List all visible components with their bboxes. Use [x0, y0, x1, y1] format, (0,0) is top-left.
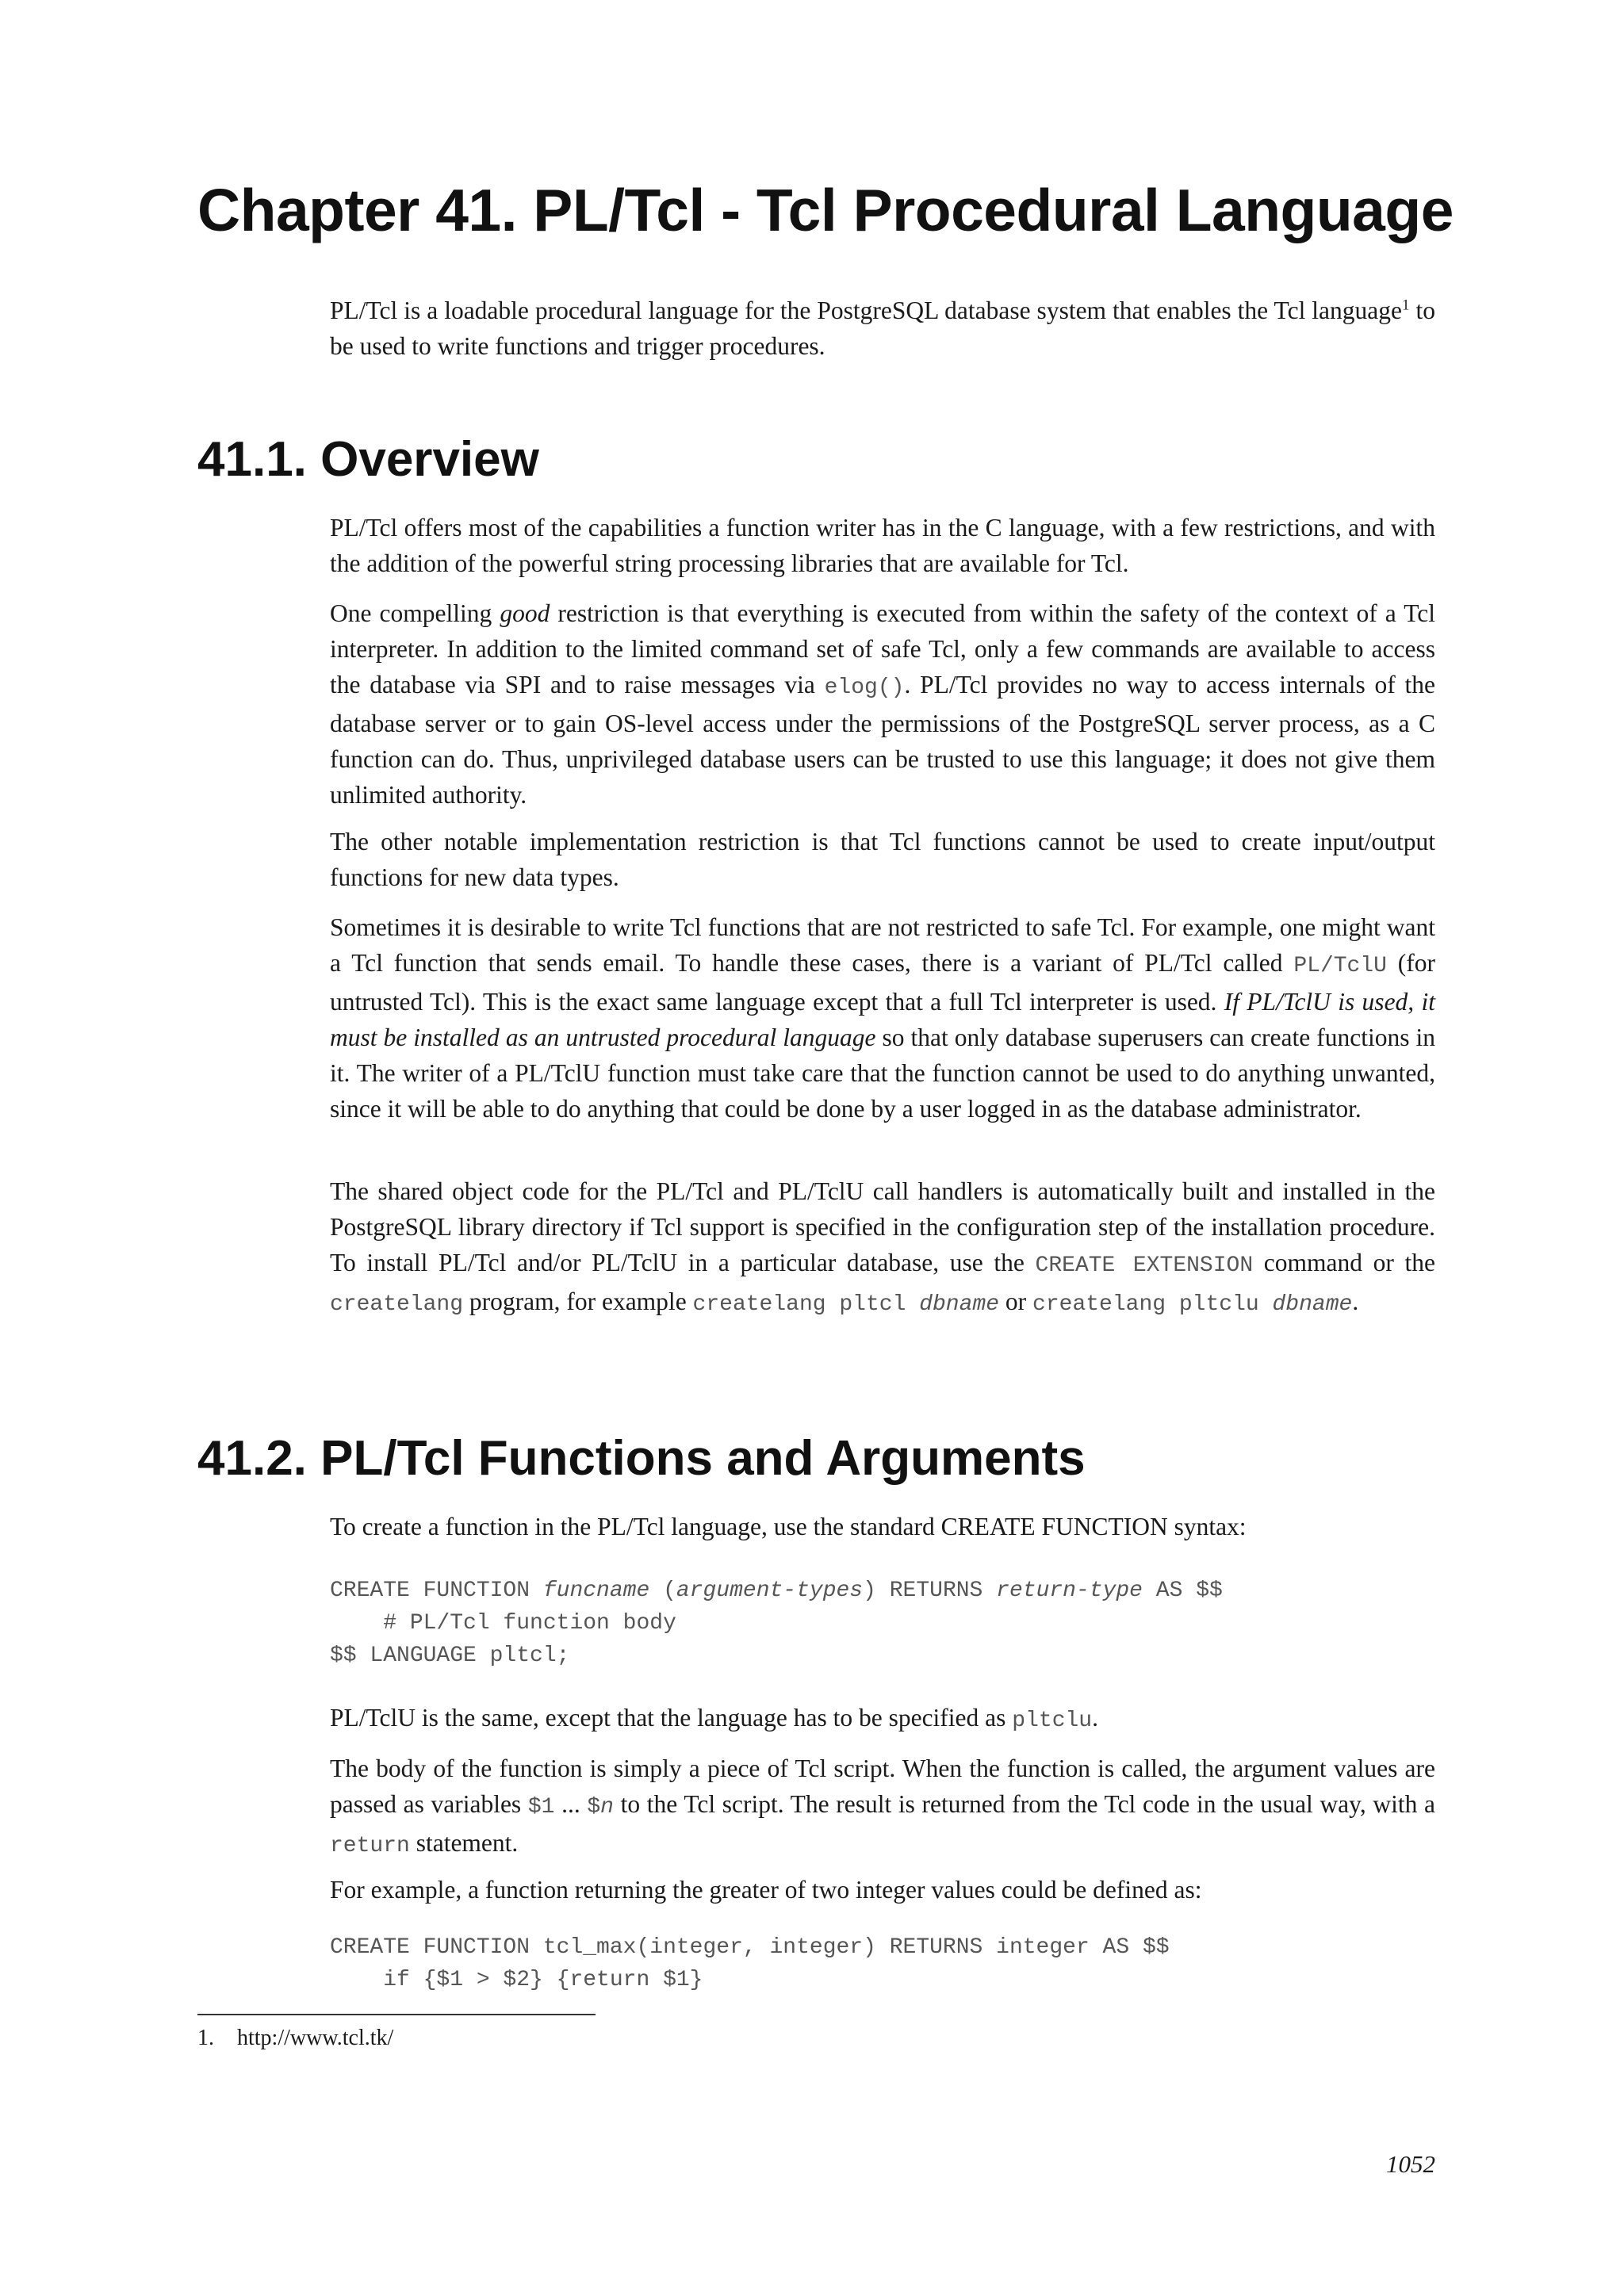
code-text: AS $$: [1143, 1578, 1223, 1603]
code-block-tcl-max: [330, 1931, 1170, 1996]
inline-code-placeholder: dbname: [919, 1292, 1000, 1317]
overview-paragraph-1: PL/Tcl offers most of the capabilities a function writer has in the C language, with a few restrictions, and with the addition of the powerful string processing libraries that are available for Tcl.: [330, 514, 1435, 577]
text: to the Tcl script. The result is returned from the Tcl code in the usual way, with a: [613, 1790, 1436, 1818]
inline-code: createlang pltclu: [1032, 1292, 1273, 1317]
emphasis: If PL/TclU is used, it must be installed as an untrusted procedural language: [330, 988, 1435, 1051]
inline-code: $1: [527, 1795, 555, 1820]
code-line: # PL/Tcl function body: [330, 1611, 676, 1636]
inline-code: createlang: [330, 1292, 464, 1317]
emphasis: good: [500, 599, 550, 627]
text: PL/TclU is the same, except that the language has to be specified as: [330, 1704, 1013, 1732]
code-block-create-function: [330, 1575, 1223, 1672]
footnote-divider: [197, 2014, 596, 2015]
code-line: if {$1 > $2} {return $1}: [330, 1968, 703, 1992]
intro-paragraph: [330, 293, 1435, 364]
text: command or the: [1253, 1249, 1435, 1276]
inline-code: $: [587, 1795, 601, 1820]
section-title-functions-arguments: 41.2. PL/Tcl Functions and Arguments: [197, 1431, 1086, 1486]
code-placeholder: argument-types: [676, 1578, 864, 1603]
inline-code: CREATE EXTENSION: [1035, 1253, 1254, 1278]
footnote: [197, 2024, 393, 2053]
footnote-number: 1.: [197, 2026, 214, 2050]
inline-code: createlang pltcl: [692, 1292, 920, 1317]
text: The body of the function is simply a piece of Tcl script. When the function is called, the argument values are passed as variables: [330, 1755, 1435, 1818]
inline-code-placeholder: n: [600, 1795, 614, 1820]
code-text: CREATE FUNCTION: [330, 1578, 543, 1603]
text: One compelling: [330, 599, 500, 627]
overview-paragraph-4: [330, 909, 1435, 1127]
text: .: [1092, 1704, 1098, 1732]
overview-paragraph-2: [330, 595, 1435, 813]
text: statement.: [409, 1829, 519, 1857]
overview-paragraph-3: The other notable implementation restriction is that Tcl functions cannot be used to create input/output functions for new data types.: [330, 828, 1435, 891]
text: The shared object code for the PL/Tcl and PL/TclU call handlers is automatically built and installed in the PostgreSQL library directory if Tcl support is specified in the configuration step of the installation procedure. To install PL/Tcl and/or PL/TclU in a particular database, use the: [330, 1177, 1435, 1276]
footnote-link[interactable]: http://www.tcl.tk/: [237, 2026, 394, 2050]
chapter-title: Chapter 41. PL/Tcl - Tcl Procedural Language: [197, 177, 1454, 243]
overview-paragraph-5: [330, 1173, 1435, 1322]
text: or: [999, 1288, 1033, 1315]
text: so that only database superusers can create functions in it. The writer of a PL/TclU function must take care that the function cannot be used to do anything unwanted, since it will be able to do anything that could be done by a user logged in as the database administrator.: [330, 1024, 1435, 1123]
functions-paragraph-3: [330, 1751, 1435, 1864]
code-line: CREATE FUNCTION tcl_max(integer, integer) RETURNS integer AS $$: [330, 1935, 1170, 1960]
inline-code-placeholder: dbname: [1272, 1292, 1353, 1317]
text: Sometimes it is desirable to write Tcl functions that are not restricted to safe Tcl. For example, one might want a Tcl function that sends email. To handle these cases, there is a variant of PL/Tcl called: [330, 913, 1435, 977]
code-line: $$ LANGUAGE pltcl;: [330, 1644, 570, 1668]
text: .: [1352, 1288, 1359, 1315]
functions-paragraph-2: [330, 1700, 1435, 1739]
footnote-ref[interactable]: 1: [1402, 297, 1410, 314]
text: ...: [554, 1790, 588, 1818]
text: restriction is that everything is executed from within the safety of the context of a Tcl interpreter. In addition to the limited command set of safe Tcl, only a few commands are available to access the database via SPI and to raise messages via: [330, 599, 1436, 698]
inline-code: elog(): [824, 675, 905, 700]
intro-text: to be used to write functions and trigger procedures.: [330, 297, 1435, 360]
text: (for untrusted Tcl). This is the exact same language except that a full Tcl interpreter is used.: [330, 949, 1435, 1016]
text: . PL/Tcl provides no way to access internals of the database server or to gain OS-level access under the permissions of the PostgreSQL server process, as a C function can do. Thus, unprivileged database users can be trusted to use this language; it does not give them unlimited authority.: [330, 671, 1435, 809]
functions-paragraph-1: To create a function in the PL/Tcl language, use the standard CREATE FUNCTION syntax:: [330, 1513, 1247, 1540]
text: program, for example: [463, 1288, 693, 1315]
section-title-overview: 41.1. Overview: [197, 432, 539, 487]
code-placeholder: funcname: [542, 1578, 650, 1603]
intro-text: PL/Tcl is a loadable procedural language for the PostgreSQL database system that enables the Tcl language: [330, 297, 1402, 324]
inline-code: PL/TclU: [1293, 954, 1387, 978]
code-text: (: [649, 1578, 676, 1603]
inline-code: return: [330, 1834, 410, 1858]
page-number: 1052: [1386, 2150, 1435, 2178]
functions-paragraph-4: For example, a function returning the greater of two integer values could be defined as:: [330, 1876, 1202, 1904]
code-placeholder: return-type: [996, 1578, 1143, 1603]
inline-code: pltclu: [1012, 1709, 1093, 1733]
code-text: ) RETURNS: [863, 1578, 997, 1603]
